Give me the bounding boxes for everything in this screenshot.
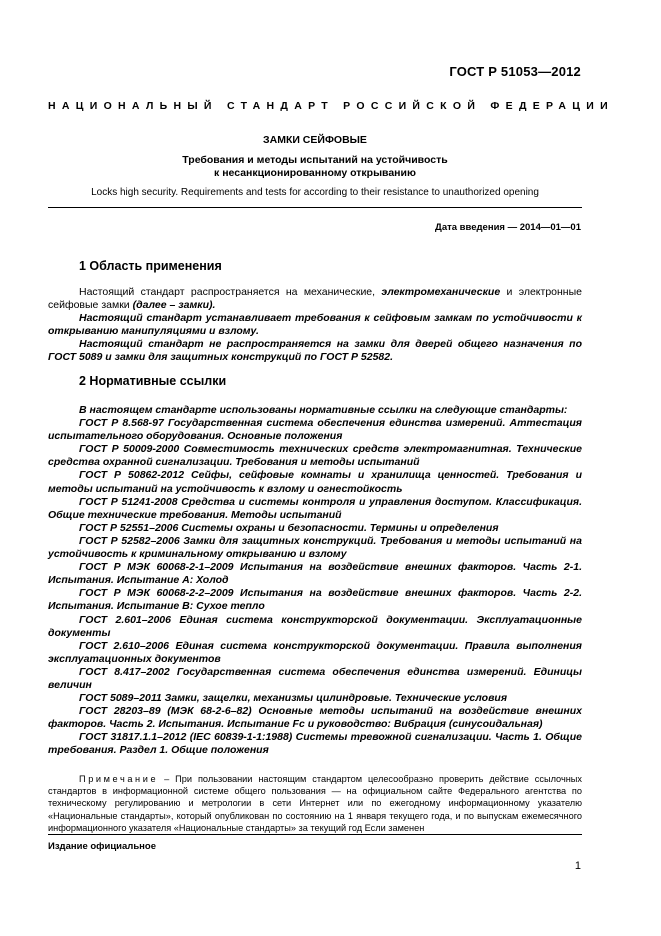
title-divider [48, 207, 582, 208]
reference-item: ГОСТ 2.601–2006 Единая система конструкторской документации. Эксплуатационные документы [48, 613, 582, 639]
reference-item: В настоящем стандарте использованы нормативные ссылки на следующие стандарты: [79, 404, 568, 416]
reference-item: ГОСТ Р МЭК 60068-2-2–2009 Испытания на воздействие внешних факторов. Часть 2-2. Испытания. Испытание В: Сухое тепло [48, 587, 582, 613]
introduction-date: Дата введения — 2014—01—01 [435, 222, 581, 233]
reference-item: ГОСТ 2.610–2006 Единая система конструкторской документации. Правила выполнения эксплуатационных документов [48, 639, 582, 665]
scope-paragraph-2: Настоящий стандарт устанавливает требования к сейфовым замкам по устойчивости к открыванию манипуляциями и взлому. [48, 312, 582, 338]
document-title: ЗАМКИ СЕЙФОВЫЕ [263, 134, 367, 146]
document-subtitle-line-1: Требования и методы испытаний на устойчивость [182, 154, 448, 166]
document-subtitle-line-2: к несанкционированному открыванию [214, 167, 416, 179]
standard-code: ГОСТ Р 51053—2012 [449, 64, 581, 79]
note-text: – При пользовании настоящим стандартом целесообразно проверить действие ссылочных стандартов в информационной системе общего пользования — на официальном сайте Федерального агентства по техническому регулированию и метрологии в сети Интернет или по ежегодному информационному указателю «Национальные стандарты», который опубликован по состоянию на 1 января текущего года, и по выпускам ежемесячного информационного указателя «Национальные стандарты» за текущий год Если заменен [48, 774, 582, 833]
scope-paragraph-1: Настоящий стандарт распространяется на механические, электромеханические и электронные сейфовые замки (далее – замки). [48, 286, 582, 312]
reference-item: ГОСТ Р 8.568-97 Государственная система обеспечения единства измерений. Аттестация испытательного оборудования. Основные положения [48, 417, 582, 443]
note-label: Примечание [79, 774, 159, 784]
reference-item: ГОСТ Р 50009-2000 Совместимость технических средств электромагнитная. Технические средства охранной сигнализации. Требования и методы испытаний [48, 443, 582, 469]
national-standard-banner: НАЦИОНАЛЬНЫЙ СТАНДАРТ РОССИЙСКОЙ ФЕДЕРАЦИИ [48, 100, 614, 112]
english-title: Locks high security. Requirements and tests for according to their resistance to unauthorized opening [91, 187, 539, 198]
reference-item: ГОСТ 31817.1.1–2012 (IEC 60839-1-1:1988) Системы тревожной сигнализации. Часть 1. Общие требования. Раздел 1. Общие положения [48, 731, 582, 757]
reference-item: ГОСТ Р МЭК 60068-2-1–2009 Испытания на воздействие внешних факторов. Часть 2-1. Испытания. Испытание А: Холод [48, 561, 582, 587]
footer-divider [48, 834, 582, 835]
reference-item: ГОСТ Р 51241-2008 Средства и системы контроля и управления доступом. Классификация. Общие технические требования. Методы испытаний [48, 495, 582, 521]
section-2-heading: 2 Нормативные ссылки [79, 374, 227, 388]
reference-item: ГОСТ 28203–89 (МЭК 68-2-6–82) Основные методы испытаний на воздействие внешних факторов. Часть 2. Испытания. Испытание Fc и руководство: Вибрация (синусоидальная) [48, 705, 582, 731]
official-edition-label: Издание официальное [48, 841, 156, 852]
section-1-heading: 1 Область применения [79, 259, 222, 273]
reference-item: ГОСТ 8.417–2002 Государственная система обеспечения единства измерений. Единицы величин [48, 665, 582, 691]
page-number: 1 [574, 860, 581, 872]
reference-item: ГОСТ 5089–2011 Замки, защелки, механизмы цилиндровые. Технические условия [79, 692, 508, 705]
section-1-body [48, 286, 582, 365]
reference-item: ГОСТ Р 52551–2006 Системы охраны и безопасности. Термины и определения [79, 521, 499, 534]
scope-paragraph-3: Настоящий стандарт не распространяется на замки для дверей общего назначения по ГОСТ 5089 и замки для защитных конструкций по ГОСТ Р 52582. [48, 338, 582, 364]
reference-item: ГОСТ Р 50862-2012 Сейфы, сейфовые комнаты и хранилища ценностей. Требования и методы испытаний на устойчивость к взлому и огнестойкость [48, 469, 582, 495]
normative-references-list [48, 404, 582, 758]
note-paragraph [48, 773, 582, 834]
reference-item: ГОСТ Р 52582–2006 Замки для защитных конструкций. Требования и методы испытаний на устойчивость к криминальному открыванию и взлому [48, 534, 582, 561]
